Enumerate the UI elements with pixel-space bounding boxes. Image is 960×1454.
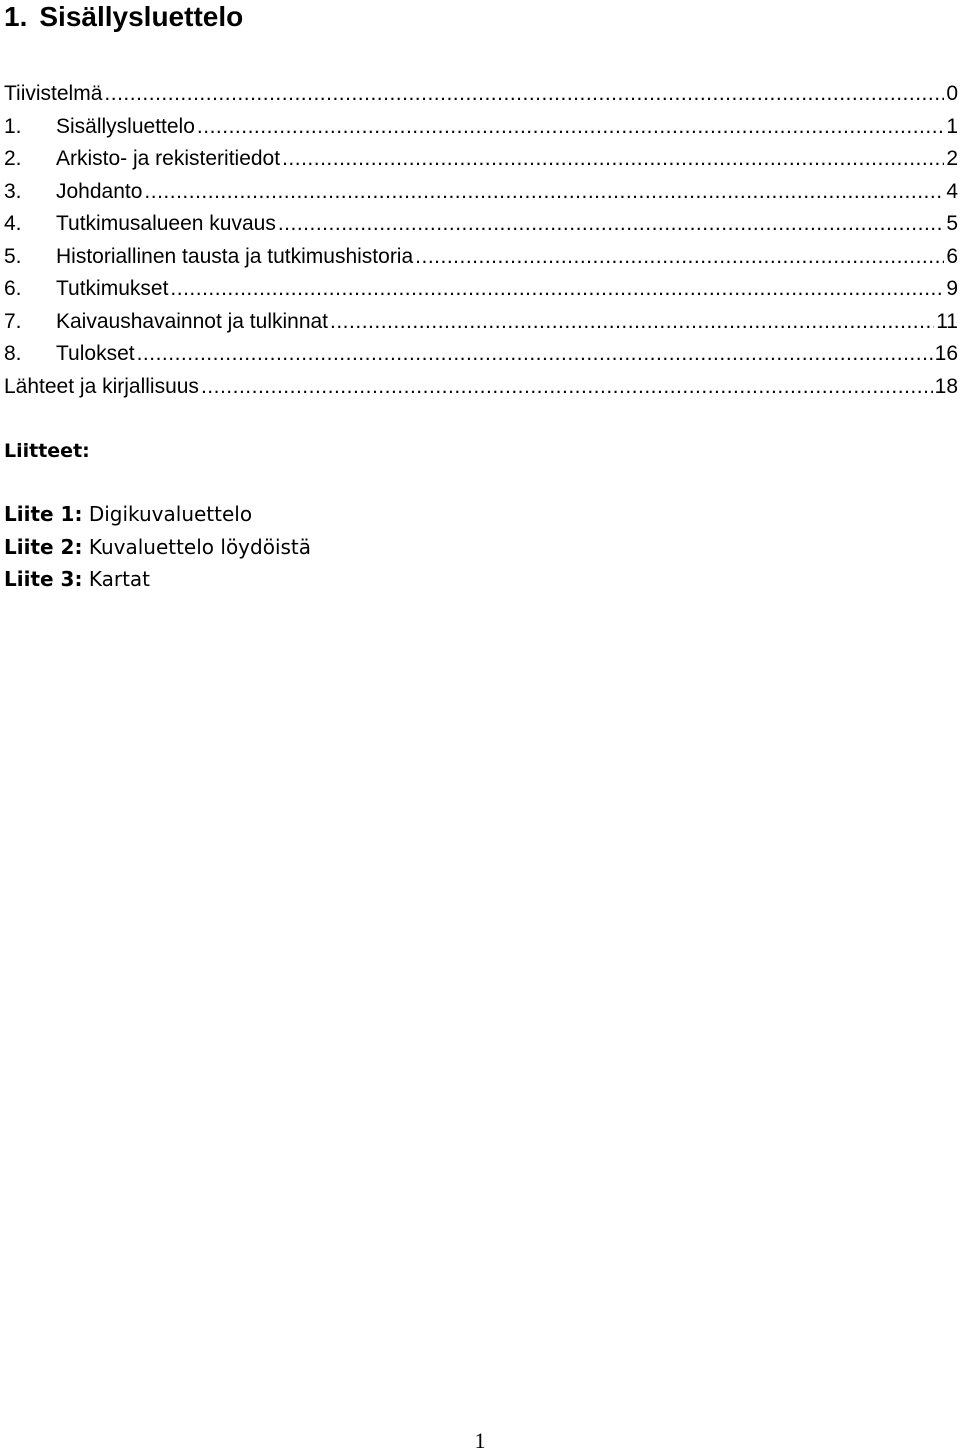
toc-entry-title: Arkisto- ja rekisteritiedot bbox=[56, 147, 281, 170]
toc-entry-number: 3. bbox=[4, 179, 22, 203]
table-of-contents bbox=[4, 78, 958, 403]
toc-entry-number: 6. bbox=[4, 277, 22, 300]
toc-leader-dots bbox=[278, 208, 944, 241]
toc-entry-arkisto[interactable] bbox=[4, 143, 958, 176]
toc-entry-page: 16 bbox=[934, 342, 958, 365]
toc-entry-title: Historiallinen tausta ja tutkimushistoria bbox=[56, 244, 414, 268]
toc-leader-dots bbox=[104, 78, 944, 111]
attachments-heading: Liitteet: bbox=[4, 440, 90, 462]
attachments-list bbox=[4, 498, 311, 596]
toc-leader-dots bbox=[137, 338, 933, 371]
toc-entry-number: 7. bbox=[4, 309, 22, 333]
toc-entry-page: 9 bbox=[946, 277, 958, 300]
attachment-label: Liite 1: bbox=[4, 502, 83, 526]
toc-entry-tutkimukset[interactable] bbox=[4, 273, 958, 306]
attachment-item bbox=[4, 563, 311, 596]
toc-entry-tutkimusalue[interactable] bbox=[4, 208, 958, 241]
attachment-text: Kuvaluettelo löydöistä bbox=[88, 534, 312, 559]
toc-entry-page: 18 bbox=[934, 374, 958, 398]
toc-entry-title: Tutkimukset bbox=[56, 277, 169, 300]
toc-entry-tiivistelma[interactable] bbox=[4, 78, 958, 111]
attachment-label: Liite 2: bbox=[4, 534, 83, 559]
toc-entry-page: 0 bbox=[946, 82, 958, 105]
page-title bbox=[4, 0, 243, 34]
toc-entry-page: 11 bbox=[936, 309, 958, 333]
toc-entry-title: Tiivistelmä bbox=[4, 82, 103, 105]
toc-leader-dots bbox=[330, 306, 934, 339]
toc-entry-number: 5. bbox=[4, 244, 22, 268]
section-number: 1. bbox=[4, 1, 28, 32]
toc-entry-number: 1. bbox=[4, 114, 22, 138]
toc-leader-dots bbox=[201, 371, 933, 404]
attachment-text: Kartat bbox=[88, 567, 151, 591]
toc-entry-historiallinen-tausta[interactable] bbox=[4, 241, 958, 274]
toc-leader-dots bbox=[415, 241, 944, 274]
toc-entry-number: 4. bbox=[4, 212, 22, 235]
toc-entry-page: 2 bbox=[946, 147, 958, 170]
attachment-item bbox=[4, 498, 311, 531]
toc-entry-number: 2. bbox=[4, 147, 22, 170]
toc-leader-dots bbox=[170, 273, 944, 306]
toc-entry-johdanto[interactable] bbox=[4, 176, 958, 209]
toc-entry-title: Tutkimusalueen kuvaus bbox=[56, 212, 276, 235]
toc-entry-number: 8. bbox=[4, 342, 22, 365]
toc-entry-page: 4 bbox=[946, 179, 958, 203]
toc-leader-dots bbox=[282, 143, 944, 176]
attachment-item bbox=[4, 531, 311, 564]
attachment-label: Liite 3: bbox=[4, 567, 83, 591]
toc-entry-title: Sisällysluettelo bbox=[56, 114, 195, 138]
toc-entry-lahteet[interactable] bbox=[4, 371, 958, 404]
toc-entry-page: 6 bbox=[946, 244, 958, 268]
toc-entry-title: Tulokset bbox=[56, 342, 135, 365]
toc-entry-tulokset[interactable] bbox=[4, 338, 958, 371]
toc-entry-sisallysluettelo[interactable] bbox=[4, 111, 958, 144]
toc-entry-page: 5 bbox=[946, 212, 958, 235]
toc-entry-page: 1 bbox=[946, 114, 958, 138]
attachment-text: Digikuvaluettelo bbox=[88, 502, 253, 526]
toc-entry-title: Kaivaushavainnot ja tulkinnat bbox=[56, 309, 329, 333]
toc-entry-title: Johdanto bbox=[56, 179, 143, 203]
toc-entry-title: Lähteet ja kirjallisuus bbox=[4, 374, 199, 398]
page-number: 1 bbox=[474, 1428, 486, 1453]
toc-leader-dots bbox=[197, 111, 944, 144]
toc-entry-kaivaushavainnot[interactable] bbox=[4, 306, 958, 339]
section-title: Sisällysluettelo bbox=[39, 1, 244, 32]
toc-leader-dots bbox=[144, 176, 944, 209]
